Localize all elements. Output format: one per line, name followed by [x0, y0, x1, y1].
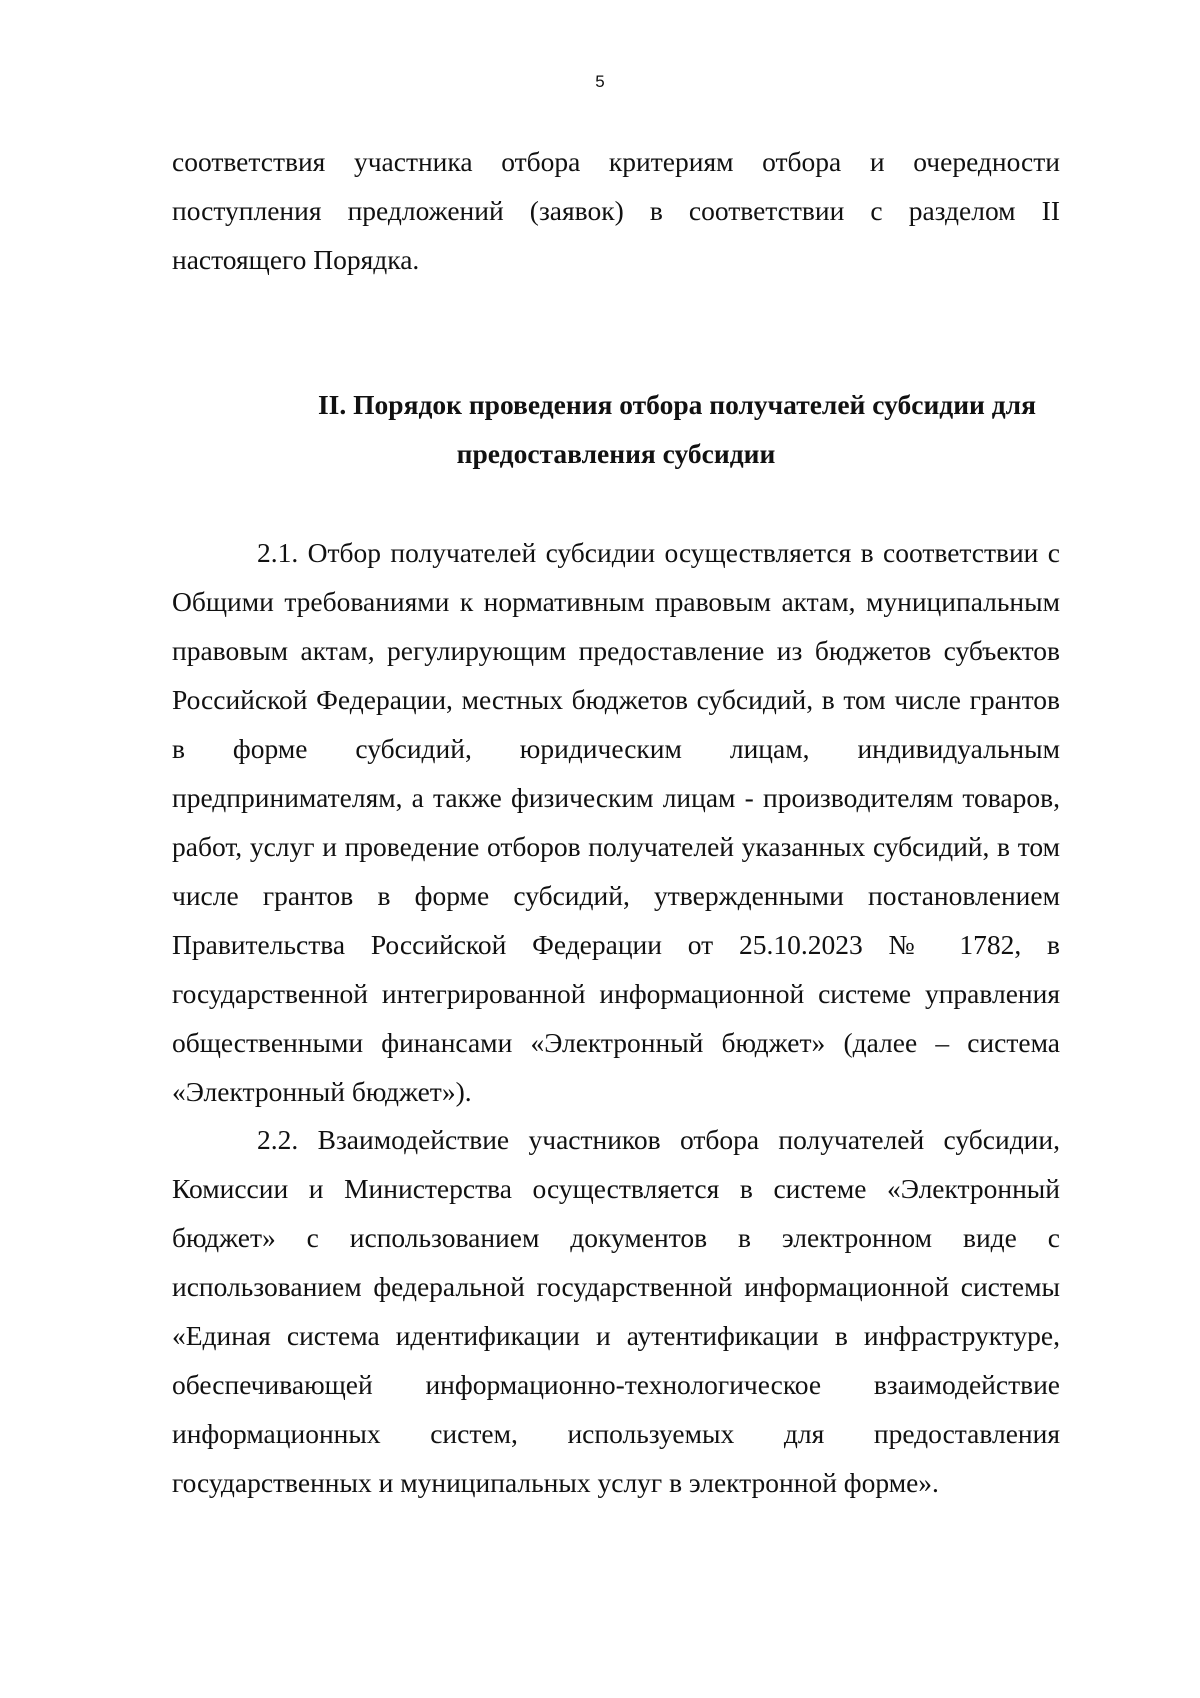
- section-heading-line-1: II. Порядок проведения отбора получателей субсидии для: [317, 389, 1036, 420]
- page-number: 5: [595, 72, 605, 91]
- continuation-paragraph: соответствия участника отбора критериям отбора и очередности поступления предложений (заявок) в соответствии с разделом II настоящего Порядка.: [172, 146, 1060, 275]
- paragraph-2-1: 2.1. Отбор получателей субсидии осуществляется в соответствии с Общими требованиями к нормативным правовым актам, муниципальным правовым актам, регулирующим предоставление из бюджетов субъектов Российской Федерации, местных бюджетов субсидий, в том числе грантов в форме субсидий, юридическим лицам, индивидуальным предпринимателям, а также физическим лицам - производителям товаров, работ, услуг и проведение отборов получателей указанных субсидий, в том числе грантов в форме субсидий, утвержденными постановлением Правительства Российской Федерации от 25.10.2023 № 1782, в государственной интегрированной информационной системе управления общественными финансами «Электронный бюджет» (далее – система «Электронный бюджет»).: [172, 537, 1060, 1107]
- paragraph-2-2: 2.2. Взаимодействие участников отбора получателей субсидии, Комиссии и Министерства осуществляется в системе «Электронный бюджет» с использованием документов в электронном виде с использованием федеральной государственной информационной системы «Единая система идентификации и аутентификации в инфраструктуре, обеспечивающей информационно-технологическое взаимодействие информационных систем, используемых для предоставления государственных и муниципальных услуг в электронной форме».: [172, 1124, 1060, 1498]
- section-heading-line-2: предоставления субсидии: [456, 438, 776, 469]
- section-heading: [172, 380, 1060, 478]
